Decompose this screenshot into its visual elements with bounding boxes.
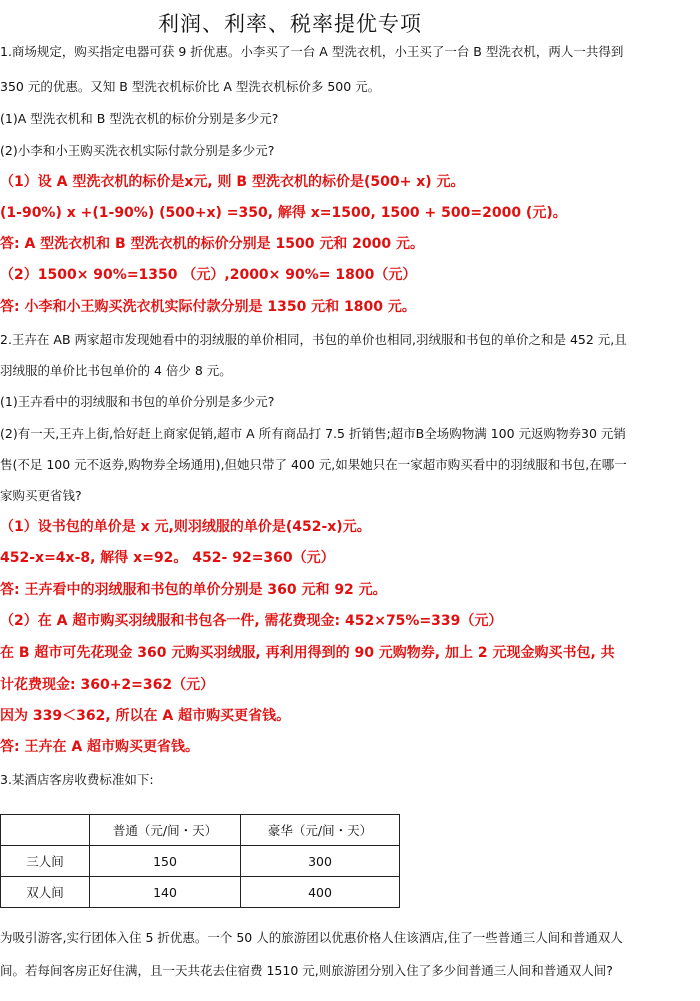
- q2-sub-question-2-line-3: 家购买更省钱?: [0, 488, 82, 503]
- q2-answer-line-8: 答: 王卉在 A 超市购买更省钱。: [0, 739, 200, 755]
- q1-answer-line-3: 答: A 型洗衣机和 B 型洗衣机的标价分别是 1500 元和 2000 元。: [0, 236, 425, 252]
- q2-answer-line-3: 答: 王卉看中的羽绒服和书包的单价分别是 360 元和 92 元。: [0, 582, 387, 598]
- table-row: [1, 877, 400, 908]
- q2-answer-line-4: （2）在 A 超市购买羽绒服和书包各一件, 需花费现金: 452×75%=339（元）: [0, 613, 503, 629]
- table-cell-standard-price: 140: [90, 877, 241, 908]
- q1-sub-question-1: (1)A 型洗衣机和 B 型洗衣机的标价分别是多少元?: [0, 111, 279, 126]
- table-header-row: [1, 815, 400, 846]
- q3-text-line-1: 3.某酒店客房收费标准如下:: [0, 772, 154, 787]
- page-title: 利润、利率、税率提优专项: [158, 12, 422, 36]
- q2-text-line-1: 2.王卉在 AB 两家超市发现她看中的羽绒服的单价相同，书包的单价也相同,羽绒服和书包的单价之和是 452 元,且: [0, 332, 627, 347]
- q3-text-line-3: 间。若每间客房正好住满，且一天共花去住宿费 1510 元,则旅游团分别入住了多少间普通三人间和普通双人间?: [0, 963, 613, 978]
- table-header-deluxe: 豪华（元/间・天）: [241, 815, 400, 846]
- q2-sub-question-2-line-1: (2)有一天,王卉上街,恰好赶上商家促销,超市 A 所有商品打 7.5 折销售;超市B全场购物满 100 元返购物券30 元销: [0, 426, 626, 441]
- room-fee-table: [0, 814, 400, 908]
- table-cell-room-type: 双人间: [1, 877, 90, 908]
- q1-answer-line-4: （2）1500× 90%=1350 （元）,2000× 90%= 1800（元）: [0, 267, 417, 283]
- q2-answer-line-5: 在 B 超市可先花现金 360 元购买羽绒服, 再利用得到的 90 元购物券, 加上 2 元现金购买书包, 共: [0, 645, 615, 661]
- q1-answer-line-1: （1）设 A 型洗衣机的标价是x元, 则 B 型洗衣机的标价是(500+ x) 元。: [0, 174, 465, 190]
- q1-sub-question-2: (2)小李和小王购买洗衣机实际付款分别是多少元?: [0, 143, 275, 158]
- table-row: [1, 846, 400, 877]
- table-cell-deluxe-price: 400: [241, 877, 400, 908]
- table-cell-room-type: 三人间: [1, 846, 90, 877]
- q2-text-line-2: 羽绒服的单价比书包单价的 4 倍少 8 元。: [0, 363, 232, 378]
- q1-answer-line-2: (1-90%) x +(1-90%) (500+x) =350, 解得 x=1500, 1500 + 500=2000 (元)。: [0, 205, 567, 221]
- q1-text-line-2: 350 元的优惠。又知 B 型洗衣机标价比 A 型洗衣机标价多 500 元。: [0, 79, 381, 94]
- q3-text-line-2: 为吸引游客,实行团体入住 5 折优惠。一个 50 人的旅游团以优惠价格人住该酒店,住了一些普通三人间和普通双人: [0, 930, 623, 945]
- q1-text-line-1: 1.商场规定，购买指定电器可获 9 折优惠。小李买了一台 A 型洗衣机，小王买了一台 B 型洗衣机，两人一共得到: [0, 44, 624, 59]
- table-cell-deluxe-price: 300: [241, 846, 400, 877]
- q2-answer-line-2: 452-x=4x-8, 解得 x=92。 452- 92=360（元）: [0, 550, 335, 566]
- table-header-cell-empty: [1, 815, 90, 846]
- q2-answer-line-1: （1）设书包的单价是 x 元,则羽绒服的单价是(452-x)元。: [0, 519, 371, 535]
- q1-answer-line-5: 答: 小李和小王购买洗衣机实际付款分别是 1350 元和 1800 元。: [0, 299, 416, 315]
- q2-answer-line-6: 计花费现金: 360+2=362（元）: [0, 677, 215, 693]
- q2-sub-question-2-line-2: 售(不足 100 元不返券,购物券全场通用),但她只带了 400 元,如果她只在一家超市购买看中的羽绒服和书包,在哪一: [0, 457, 627, 472]
- q2-answer-line-7: 因为 339＜362, 所以在 A 超市购买更省钱。: [0, 708, 291, 724]
- q2-sub-question-1: (1)王卉看中的羽绒服和书包的单价分别是多少元?: [0, 394, 275, 409]
- table-cell-standard-price: 150: [90, 846, 241, 877]
- table-header-standard: 普通（元/间・天）: [90, 815, 241, 846]
